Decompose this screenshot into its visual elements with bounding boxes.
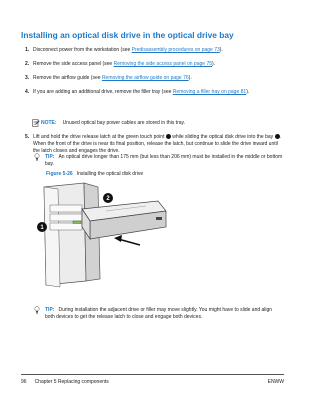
step-4 xyxy=(25,89,283,96)
footer-rule xyxy=(21,374,284,375)
tip-1 xyxy=(45,154,283,168)
step-2 xyxy=(25,61,283,68)
footer-left xyxy=(21,379,109,385)
lightbulb-icon xyxy=(34,153,40,161)
step-link[interactable]: Removing the airflow guide on page 76 xyxy=(101,75,189,81)
note-icon xyxy=(32,119,40,127)
step-text: Remove the side access panel (see xyxy=(33,61,114,67)
callout-1-label: 1 xyxy=(40,225,44,232)
step-3 xyxy=(25,75,283,82)
footer-right: ENWW xyxy=(267,379,284,385)
step-text-end: ). xyxy=(212,61,216,67)
step-number: 1. xyxy=(25,47,30,53)
step-link[interactable]: Removing the side access panel on page 75 xyxy=(113,61,213,67)
step-link[interactable]: Removing a filler tray on page 81 xyxy=(172,89,247,95)
section-heading: Installing an optical disk drive in the optical drive bay xyxy=(21,30,234,40)
step-number: 2. xyxy=(25,61,30,67)
step-text-end: ). xyxy=(188,75,192,81)
figure-label: Figure 5-26 xyxy=(46,171,73,177)
step-number: 5. xyxy=(25,134,30,140)
tip-2 xyxy=(45,307,283,321)
step-number: 4. xyxy=(25,89,30,95)
note-label: NOTE: xyxy=(41,120,57,126)
step-text-c: . When the front of the drive is near its final position, release the latch, but continue to slide the drive inward until the latch closes and engages the drive. xyxy=(33,134,281,154)
note-text: Unused optical bay power cables are stored in this tray. xyxy=(62,120,186,126)
step-text: If you are adding an additional drive, remove the filler tray (see xyxy=(33,89,173,95)
step-number: 3. xyxy=(25,75,30,81)
page-number: 96 xyxy=(21,379,27,385)
step-text-end: ). xyxy=(246,89,250,95)
step-1 xyxy=(25,47,283,54)
step-text-b: while sliding the optical disk drive into the bay xyxy=(170,134,275,140)
tip-label: TIP: xyxy=(45,154,55,160)
note xyxy=(41,120,281,127)
tip-text: During installation the adjacent drive or filler may move slightly. You might have to slide and align both devices to get the release latch to close and engage both devices. xyxy=(45,307,273,320)
step-text-end: ). xyxy=(219,47,223,53)
lightbulb-icon xyxy=(34,306,40,314)
tip-text: An optical drive longer than 175 mm (but less than 206 mm) must be installed in the middle or bottom bay. xyxy=(45,154,283,167)
step-5 xyxy=(25,134,283,154)
optical-drive-illustration xyxy=(36,181,186,291)
step-link[interactable]: Predisassembly procedures on page 73 xyxy=(131,47,220,53)
chapter-title: Chapter 5 Replacing components xyxy=(34,379,109,385)
step-text-a: Lift and hold the drive release latch at the green touch point xyxy=(33,134,166,140)
tip-label: TIP: xyxy=(45,307,55,313)
figure-caption xyxy=(46,171,143,177)
step-text: Disconnect power from the workstation (see xyxy=(33,47,132,53)
callout-2-label: 2 xyxy=(106,196,110,203)
step-text: Remove the airflow guide (see xyxy=(33,75,102,81)
figure-title: Installing the optical disk drive xyxy=(76,171,144,177)
